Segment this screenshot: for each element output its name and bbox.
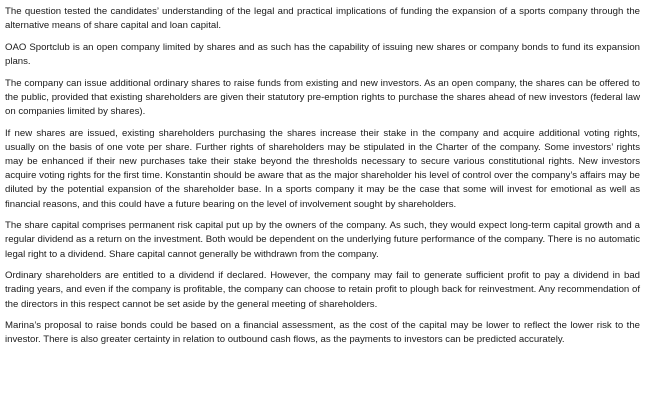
- paragraph-company-type: OAO Sportclub is an open company limited by shares and as such has the capability of issuing new shares or company bonds to fund its expansion plans.: [5, 41, 640, 67]
- paragraph-shareholder-rights: If new shares are issued, existing shareholders purchasing the shares increase their stake in the company and acquire additional voting rights, usually on the basis of one vote per share. Further rights of shareholders may be stipulated in the Charter of the company. Some investors’ rights may be enhanced if their new purchases take their stake beyond the thresholds necessary to secure various constitutional rights. New investors acquire voting rights for the first time. Konstantin should be aware that as the major shareholder his level of control over the company’s affairs may be diluted by the potential expansion of the shareholder base. In a sports company it may be the case that some will invest for emotional as well as financial reasons, and this could have a future bearing on the level of involvement sought by shareholders.: [5, 127, 640, 210]
- paragraph-question-summary: The question tested the candidates’ understanding of the legal and practical implications of funding the expansion of a sports company through the alternative means of share capital and loan capital.: [5, 6, 640, 32]
- paragraph-share-issue: The company can issue additional ordinary shares to raise funds from existing and new investors. As an open company, the shares can be offered to the public, provided that existing shareholders are given their statutory pre-emption rights to purchase the shares ahead of new investors (federal law on companies limited by shares).: [5, 77, 640, 117]
- paragraph-share-capital: The share capital comprises permanent risk capital put up by the owners of the company. As such, they would expect long-term capital growth and a regular dividend as a return on the investment. Both would be dependent on the underlying future performance of the company. There is no automatic legal right to a dividend. Share capital cannot generally be withdrawn from the company.: [5, 220, 640, 260]
- paragraph-bonds: Marina’s proposal to raise bonds could be based on a financial assessment, as the cost of the capital may be lower to reflect the lower risk to the investor. There is also greater certainty in relation to outbound cash flows, as the payments to investors can be predicted accurately.: [5, 320, 640, 346]
- paragraph-dividends: Ordinary shareholders are entitled to a dividend if declared. However, the company may fail to generate sufficient profit to pay a dividend in bad trading years, and even if the company is profitable, the company can choose to retain profit to plough back for reinvestment. Any recommendation of the directors in this respect cannot be set aside by the general meeting of shareholders.: [5, 270, 640, 310]
